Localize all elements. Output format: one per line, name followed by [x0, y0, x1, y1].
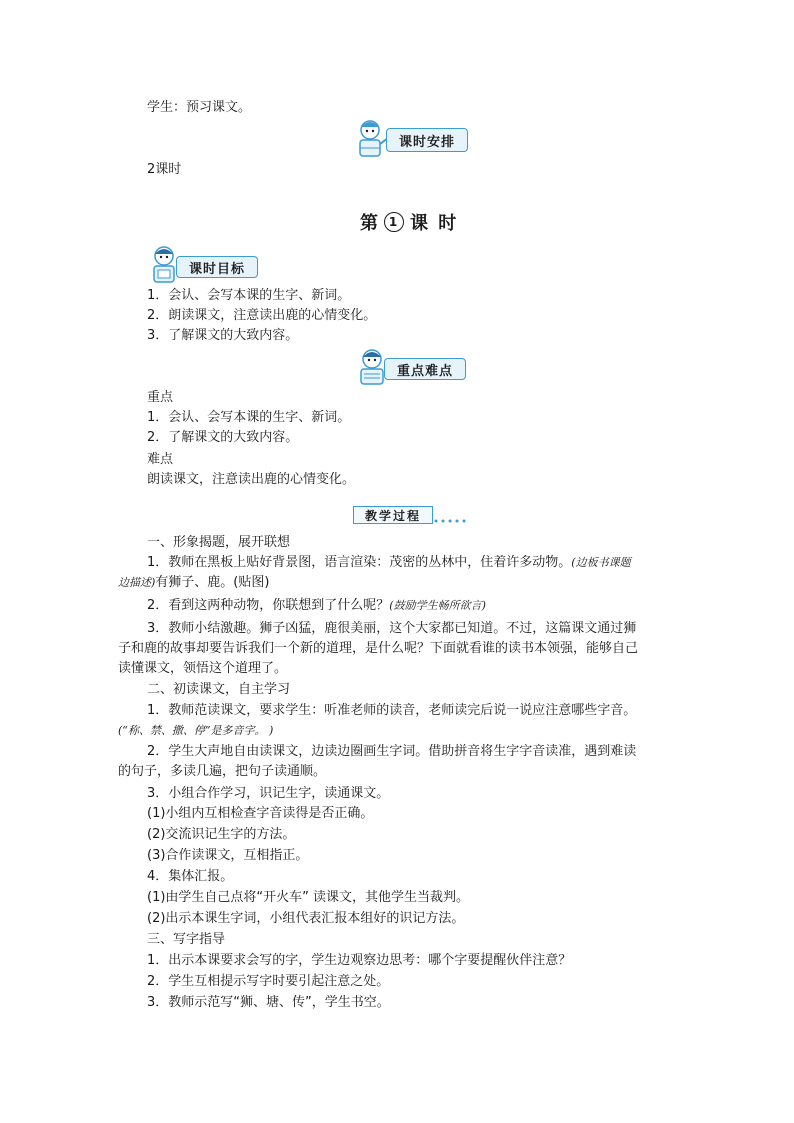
student-mascot-icon	[352, 118, 390, 160]
paragraph-text: 有狮子、鹿。(贴图)	[155, 575, 270, 590]
paragraph-line: (1)小组内互相检查字音读得是否正确。	[147, 806, 374, 821]
teacher-note: 边描述)	[118, 576, 156, 589]
goal-item: 2．朗读课文，注意读出鹿的心情变化。	[147, 308, 377, 323]
hard-label: 难点	[147, 452, 174, 467]
paragraph-line: (3)合作读课文，互相指正。	[147, 848, 309, 863]
goal-item: 3．了解课文的大致内容。	[147, 328, 299, 343]
paragraph-line: (1)由学生自己点将“开火车” 读课文，其他学生当裁判。	[147, 890, 470, 905]
process-badge	[353, 506, 465, 524]
keypoints-badge	[354, 348, 466, 386]
paragraph-line: 3．教师小结激趣。狮子凶猛，鹿很美丽，这个大家都已知道。不过，这篇课文通过狮	[147, 621, 637, 636]
schedule-label: 课时安排	[386, 128, 468, 152]
process-label: 教学过程	[353, 506, 433, 524]
paragraph-line: 1．教师范读课文，要求学生：听准老师的读音，老师读完后说一说应注意哪些字音。	[147, 703, 637, 718]
paragraph-line: 2．学生互相提示写字时要引起注意之处。	[147, 974, 390, 989]
lesson-title-prefix: 第	[360, 213, 380, 234]
lesson-title-suffix: 课 时	[410, 213, 459, 234]
paragraph-line: (2)出示本课生字词，小组代表汇报本组好的识记方法。	[147, 911, 465, 926]
paragraph-line: 子和鹿的故事却要告诉我们一个新的道理，是什么呢？下面就看谁的读书本领强，能够自己	[118, 641, 639, 656]
goal-item: 1．会认、会写本课的生字、新词。	[147, 288, 351, 303]
section-heading: 二、初读课文，自主学习	[147, 682, 291, 697]
goals-label: 课时目标	[176, 256, 258, 278]
paragraph-line: 3．小组合作学习，识记生字，读通课文。	[147, 786, 390, 801]
schedule-text: 2课时	[147, 162, 182, 177]
paragraph-line: 4．集体汇报。	[147, 869, 234, 884]
paragraph-line: 1．出示本课要求会写的字，学生边观察边思考：哪个字要提醒伙伴注意？	[147, 953, 572, 968]
goals-badge	[146, 244, 260, 284]
section-heading: 三、写字指导	[147, 932, 226, 947]
section-heading: 一、形象揭题，展开联想	[147, 535, 291, 550]
paragraph-line: 2．学生大声地自由读课文，边读边圈画生字词。借助拼音将生字字音读准，遇到难读	[147, 744, 637, 759]
keypoints-label: 重点难点	[384, 358, 466, 380]
dotted-line-icon	[433, 518, 467, 524]
paragraph-line: 读懂课文，领悟这个道理了。	[118, 661, 288, 676]
teacher-note: (鼓励学生畅所欲言)	[389, 599, 486, 612]
key-item: 1．会认、会写本课的生字、新词。	[147, 410, 351, 425]
paragraph-line	[147, 596, 486, 616]
key-item: 2．了解课文的大致内容。	[147, 430, 299, 445]
teacher-note: (“称、禁、撒、停”是多音字。 )	[118, 724, 274, 737]
schedule-badge	[352, 118, 470, 160]
paragraph-line: 的句子，多读几遍，把句子读通顺。	[118, 764, 327, 779]
lesson-number-circle: 1	[384, 212, 404, 232]
hard-text: 朗读课文，注意读出鹿的心情变化。	[147, 472, 356, 487]
paragraph-text: 1．教师在黑板上贴好背景图，语言渲染：茂密的丛林中，住着许多动物。	[147, 555, 572, 570]
key-label: 重点	[147, 390, 174, 405]
lesson-title	[360, 209, 458, 235]
teacher-note: (边板书课题	[571, 556, 631, 569]
paragraph-line: (2)交流识记生字的方法。	[147, 827, 296, 842]
paragraph-line	[118, 573, 269, 593]
paragraph-line	[147, 553, 631, 573]
paragraph-text: 2．看到这两种动物，你联想到了什么呢？	[147, 598, 390, 613]
prep-line: 学生：预习课文。	[147, 100, 252, 115]
paragraph-line: 3．教师示范写“狮、塘、传”，学生书空。	[147, 995, 390, 1010]
